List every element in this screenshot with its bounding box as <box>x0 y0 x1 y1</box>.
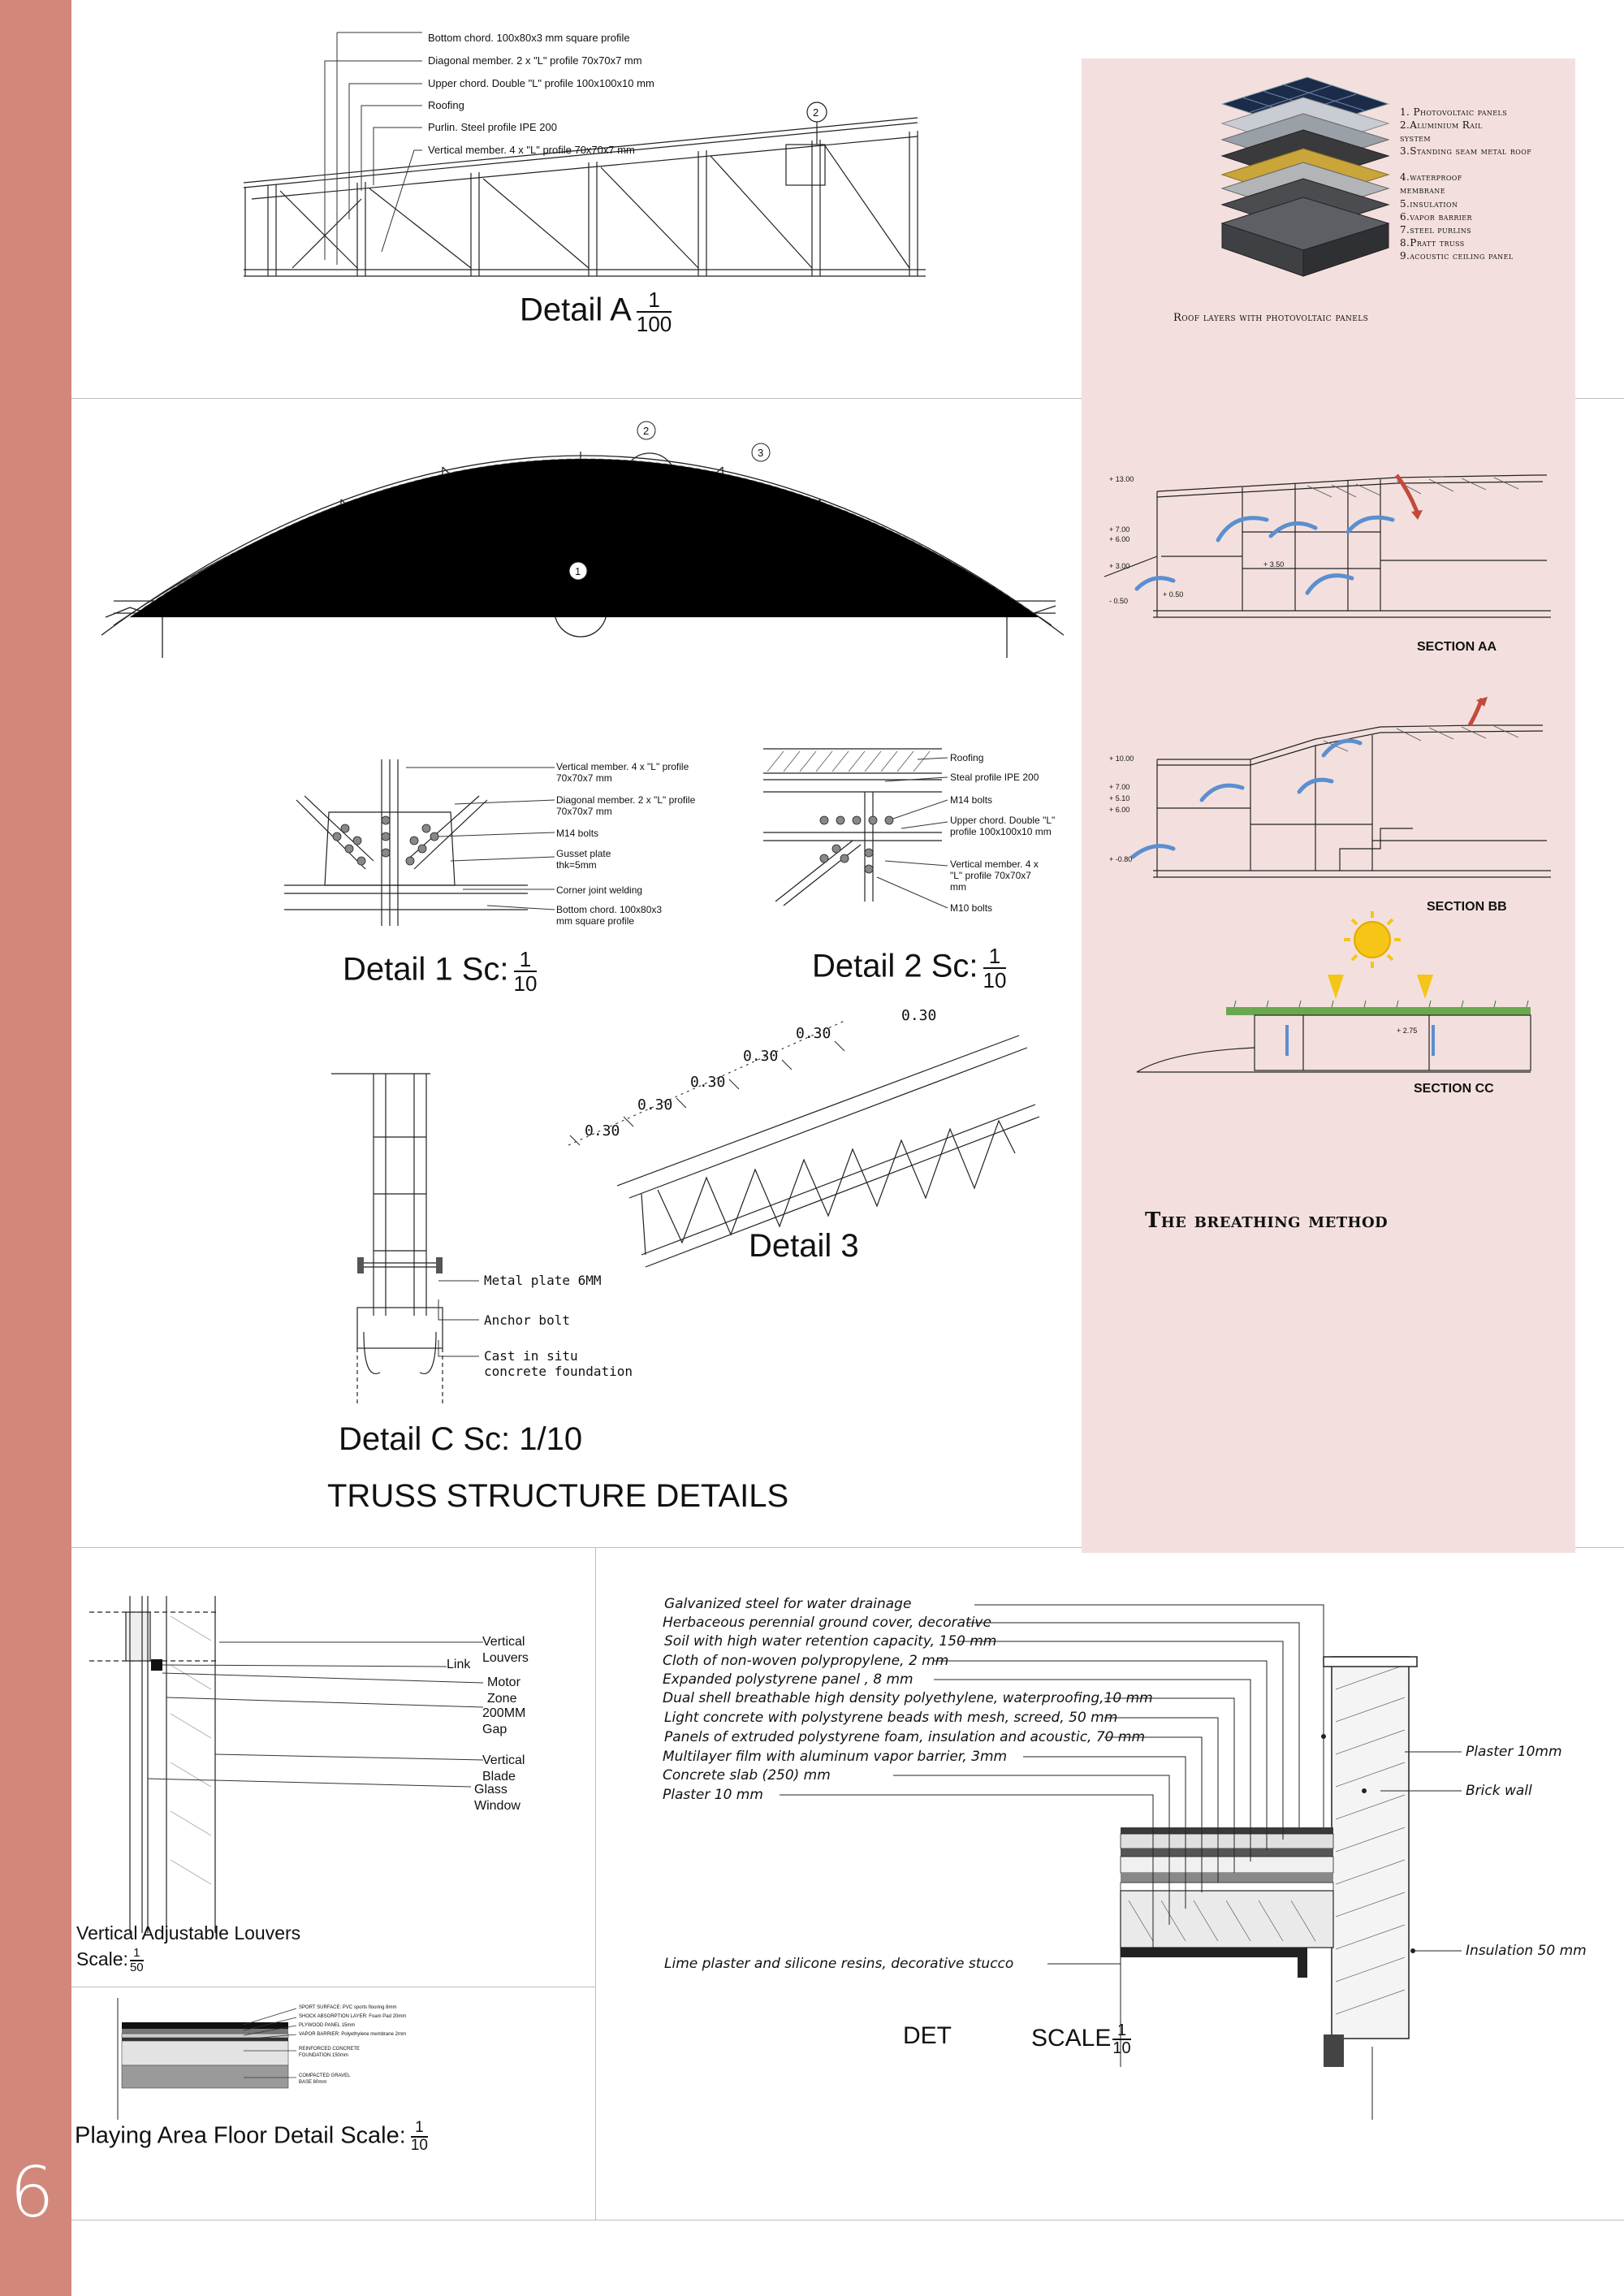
detail-a-label-1: Bottom chord. 100x80x3 mm square profile <box>428 32 630 44</box>
arch-callout-2: 2 <box>643 425 650 437</box>
louvers-scale-den: 50 <box>129 1961 144 1974</box>
green-roof-layer-7: Light concrete with polystyrene beads with mesh, screed, 50 mm <box>664 1710 1118 1726</box>
detail-1-label-6: Bottom chord. 100x80x3 mm square profile <box>556 904 663 927</box>
detail-2-title-text: Detail 2 Sc: <box>812 948 978 984</box>
detail-2-label-3: M14 bolts <box>950 794 993 806</box>
section-aa-level-7: + 0.50 <box>1163 590 1184 599</box>
green-roof-scale <box>1031 2022 1131 2056</box>
section-aa-level-5: + 3.50 <box>1263 560 1285 569</box>
section-aa-title: SECTION AA <box>1417 640 1497 654</box>
section-cc-level-1: + 2.75 <box>1397 1027 1418 1035</box>
detail-1-label-2: Diagonal member. 2 x "L" profile 70x70x7 mm <box>556 794 696 817</box>
roof-layer-1: 1. Photovoltaic panels <box>1400 106 1508 118</box>
detail-1-label-1: Vertical member. 4 x "L" profile 70x70x7 mm <box>556 761 689 784</box>
section-bb-level-2: + 7.00 <box>1109 783 1130 791</box>
green-roof-layer-1: Galvanized steel for water drainage <box>664 1596 912 1612</box>
section-aa-level-2: + 7.00 <box>1109 525 1130 534</box>
louver-label-2: Link <box>447 1658 471 1671</box>
section-bb-level-4: + 6.00 <box>1109 806 1130 814</box>
detail-2-scale-num: 1 <box>983 945 1007 969</box>
detail-a-label-6: Vertical member. 4 x "L" profile 70x70x7 mm <box>428 144 635 156</box>
floor-detail-scale-num: 1 <box>411 2120 428 2138</box>
detail-1-label-4: Gusset plate thk=5mm <box>556 848 611 871</box>
section-cc-title: SECTION CC <box>1414 1082 1494 1096</box>
detail-1-label-3: M14 bolts <box>556 828 599 839</box>
detail-3-spacing-3: 0.30 <box>690 1074 726 1091</box>
roof-layer-9: 9.acoustic ceiling panel <box>1400 250 1514 262</box>
section-bb-level-1: + 10.00 <box>1109 755 1134 763</box>
floor-layer-3: PLYWOOD PANEL 15mm <box>299 2023 356 2028</box>
louvers-scale-num: 1 <box>130 1947 144 1961</box>
detail-c-label-3: Cast in situ concrete foundation <box>484 1348 633 1379</box>
green-roof-layer-5: Expanded polystyrene panel , 8 mm <box>663 1671 914 1688</box>
floor-detail-scale-den: 10 <box>410 2137 428 2154</box>
green-roof-layer-8: Panels of extruded polystyrene foam, insulation and acoustic, 70 mm <box>664 1729 1146 1745</box>
detail-a-callout: 2 <box>813 106 819 119</box>
green-roof-right-1: Plaster 10mm <box>1466 1744 1562 1760</box>
louver-label-3: Motor Zone <box>487 1676 520 1706</box>
detail-a-title-text: Detail A <box>520 292 632 328</box>
roof-layer-3: 3.Standing seam metal roof <box>1400 145 1532 157</box>
detail-2-label-1: Roofing <box>950 752 984 763</box>
detail-a-label-4: Roofing <box>428 99 464 111</box>
roof-layer-6: 6.vapor barrier <box>1400 211 1472 223</box>
floor-layer-4: VAPOR BARRIER: Polyethylene membrane 2mm <box>299 2032 406 2037</box>
louver-label-1: Vertical Louvers <box>482 1635 529 1665</box>
detail-3-spacing-2: 0.30 <box>637 1096 673 1113</box>
detail-a-label-3: Upper chord. Double "L" profile 100x100x10 mm <box>428 77 654 89</box>
detail-a-scale-den: 100 <box>636 312 672 336</box>
green-roof-stucco: Lime plaster and silicone resins, decorative stucco <box>664 1956 1014 1972</box>
roof-layer-5: 5.insulation <box>1400 198 1458 210</box>
roof-layers-caption: Roof layers with photovoltaic panels <box>1173 312 1369 324</box>
green-roof-layer-3: Soil with high water retention capacity, 150 mm <box>664 1633 997 1650</box>
floor-layer-6: COMPACTED GRAVEL BASE 80mm <box>299 2073 351 2085</box>
detail-3-spacing-1: 0.30 <box>585 1122 620 1139</box>
louvers-scale-prefix: Scale: <box>76 1948 128 1970</box>
section-bb-level-5: + -0.80 <box>1109 855 1133 863</box>
green-roof-scale-den: 10 <box>1112 2039 1131 2057</box>
detail-c-label-1: Metal plate 6MM <box>484 1273 602 1288</box>
green-roof-layer-2: Herbaceous perennial ground cover, decorative <box>663 1615 991 1631</box>
page-number: 6 <box>10 2152 54 2233</box>
floor-layer-2: SHOCK ABSORPTION LAYER: Foam Pad 20mm <box>299 2014 407 2019</box>
detail-a-label-5: Purlin. Steel profile IPE 200 <box>428 121 557 133</box>
detail-2-label-2: Steal profile IPE 200 <box>950 772 1039 783</box>
detail-2-scale-den: 10 <box>983 968 1007 992</box>
detail-a-scale-num: 1 <box>637 288 672 313</box>
detail-a-label-2: Diagonal member. 2 x "L" profile 70x70x7 mm <box>428 54 642 67</box>
detail-1-scale-den: 10 <box>513 971 538 996</box>
roof-layer-7: 7.steel purlins <box>1400 224 1472 236</box>
louvers-title: Vertical Adjustable Louvers <box>76 1922 301 1944</box>
green-roof-scale-fraction <box>1112 2022 1130 2056</box>
louver-label-5: Vertical Blade <box>482 1753 525 1784</box>
roof-layer-2: 2.Aluminium Rail system <box>1400 119 1483 144</box>
green-roof-layer-6: Dual shell breathable high density polyethylene, waterproofing,10 mm <box>663 1690 1153 1706</box>
arch-callout-3: 3 <box>758 447 764 459</box>
section-aa-level-3: + 6.00 <box>1109 535 1130 543</box>
detail-3-spacing-6: 0.30 <box>901 1007 937 1024</box>
green-roof-right-2: Brick wall <box>1466 1783 1532 1799</box>
section-aa-level-6: - 0.50 <box>1109 597 1129 605</box>
green-roof-layer-10: Concrete slab (250) mm <box>663 1767 831 1784</box>
green-roof-layer-4: Cloth of non-woven polypropylene, 2 mm <box>663 1653 949 1669</box>
green-roof-scale-num: 1 <box>1112 2022 1130 2040</box>
detail-c-title: Detail C Sc: 1/10 <box>339 1421 583 1457</box>
breathing-method-title: The breathing method <box>1145 1209 1389 1233</box>
section-aa-level-4: + 3.00 <box>1109 562 1130 570</box>
green-roof-layer-9: Multilayer film with aluminum vapor barrier, 3mm <box>663 1749 1008 1765</box>
detail-2-label-6: M10 bolts <box>950 902 993 914</box>
detail-c-label-2: Anchor bolt <box>484 1312 570 1328</box>
page-main-title: TRUSS STRUCTURE DETAILS <box>327 1478 789 1514</box>
arch-callout-1: 1 <box>575 565 581 577</box>
detail-3-spacing-5: 0.30 <box>796 1025 831 1042</box>
roof-layer-4: 4.waterproof membrane <box>1400 171 1462 196</box>
detail-2-label-4: Upper chord. Double "L" profile 100x100x10 mm <box>950 815 1056 837</box>
detail-1-scale-num: 1 <box>514 948 538 972</box>
green-roof-scale-prefix: SCALE <box>1031 2024 1112 2052</box>
section-aa-level-1: + 13.00 <box>1109 475 1134 483</box>
detail-3-spacing-4: 0.30 <box>743 1048 779 1065</box>
detail-2-label-5: Vertical member. 4 x "L" profile 70x70x7 mm <box>950 858 1039 893</box>
louver-label-4: 200MM Gap <box>482 1706 526 1736</box>
floor-layer-1: SPORT SURFACE: PVC sports flooring 8mm <box>299 2005 397 2010</box>
green-roof-layer-11: Plaster 10 mm <box>663 1787 763 1803</box>
green-roof-det: DET <box>903 2022 952 2049</box>
floor-layer-5: REINFORCED CONCRETE FOUNDATION 150mm <box>299 2047 361 2058</box>
section-bb-level-3: + 5.10 <box>1109 794 1130 802</box>
detail-3-title: Detail 3 <box>749 1228 859 1264</box>
green-roof-right-3: Insulation 50 mm <box>1466 1943 1587 1959</box>
section-bb-title: SECTION BB <box>1427 900 1507 914</box>
detail-1-title-text: Detail 1 Sc: <box>343 951 509 988</box>
floor-detail-title-text: Playing Area Floor Detail Scale: <box>75 2122 406 2149</box>
detail-1-label-5: Corner joint welding <box>556 884 643 896</box>
louver-label-6: Glass Window <box>474 1783 520 1813</box>
roof-layer-8: 8.Pratt truss <box>1400 237 1465 249</box>
